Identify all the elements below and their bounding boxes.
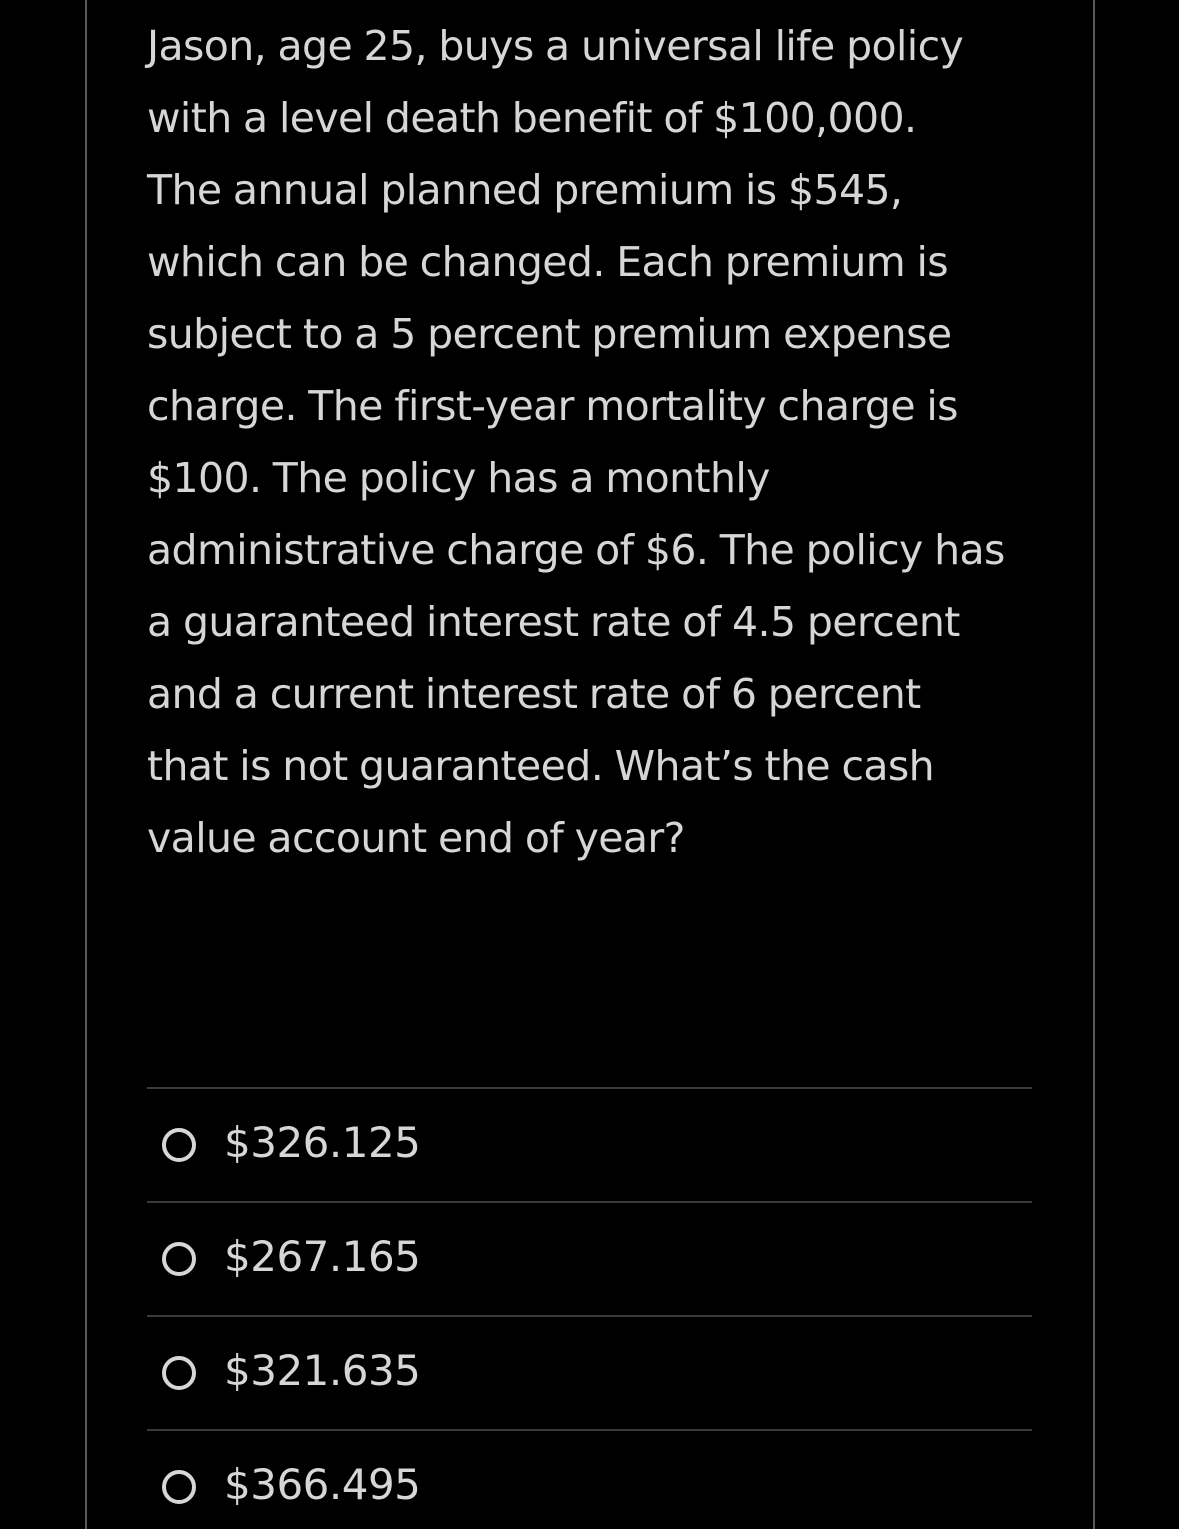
answer-option-3[interactable] xyxy=(147,1315,1032,1429)
radio-button-icon[interactable] xyxy=(162,1356,196,1390)
question-line: $100. The policy has a monthly xyxy=(147,454,770,502)
answer-options xyxy=(147,1087,1032,1529)
question-line: that is not guaranteed. What’s the cash xyxy=(147,742,935,790)
question-line: Jason, age 25, buys a universal life policy xyxy=(147,22,964,70)
answer-option-label[interactable]: $267.165 xyxy=(224,1232,421,1281)
radio-button-icon[interactable] xyxy=(162,1470,196,1504)
question-line: with a level death benefit of $100,000. xyxy=(147,94,917,142)
answer-option-2[interactable] xyxy=(147,1201,1032,1315)
question-line: value account end of year? xyxy=(147,814,685,862)
question-line: which can be changed. Each premium is xyxy=(147,238,949,286)
answer-option-1[interactable] xyxy=(147,1087,1032,1201)
question-line: charge. The first-year mortality charge is xyxy=(147,382,958,430)
answer-option-4[interactable] xyxy=(147,1429,1032,1529)
question-line: administrative charge of $6. The policy has xyxy=(147,526,1005,574)
right-frame-border xyxy=(1093,0,1095,1529)
radio-button-icon[interactable] xyxy=(162,1128,196,1162)
answer-option-label[interactable]: $366.495 xyxy=(224,1460,421,1509)
question-line: and a current interest rate of 6 percent xyxy=(147,670,921,718)
left-frame-border xyxy=(85,0,87,1529)
radio-button-icon[interactable] xyxy=(162,1242,196,1276)
question-line: The annual planned premium is $545, xyxy=(147,166,903,214)
question-text xyxy=(147,10,1047,874)
question-line: a guaranteed interest rate of 4.5 percent xyxy=(147,598,960,646)
answer-option-label[interactable]: $321.635 xyxy=(224,1346,421,1395)
question-line: subject to a 5 percent premium expense xyxy=(147,310,952,358)
answer-option-label[interactable]: $326.125 xyxy=(224,1118,421,1167)
